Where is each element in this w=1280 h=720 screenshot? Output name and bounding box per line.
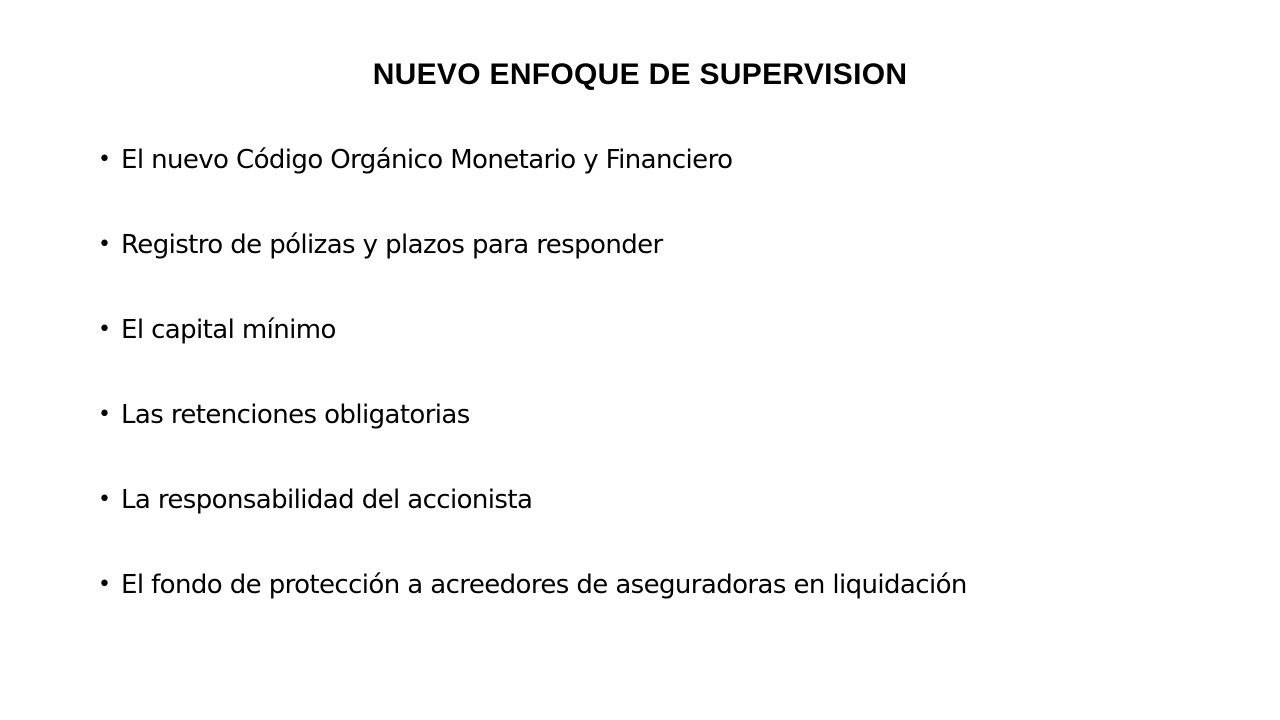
slide-title: NUEVO ENFOQUE DE SUPERVISION [372,58,908,91]
bullet-text: Las retenciones obligatorias [121,400,470,430]
bullet-icon: • [98,317,111,342]
bullet-text: Registro de pólizas y plazos para responder [121,230,663,260]
bullet-icon: • [98,487,111,512]
bullet-icon: • [98,232,111,257]
bullet-icon: • [98,147,111,172]
bullet-icon: • [98,572,111,597]
bullet-text: El fondo de protección a acreedores de aseguradoras en liquidación [121,570,967,600]
bullet-icon: • [98,402,111,427]
bullet-text: La responsabilidad del accionista [121,485,533,515]
bullet-text: El nuevo Código Orgánico Monetario y Financiero [121,145,733,175]
bullet-text: El capital mínimo [121,315,336,345]
